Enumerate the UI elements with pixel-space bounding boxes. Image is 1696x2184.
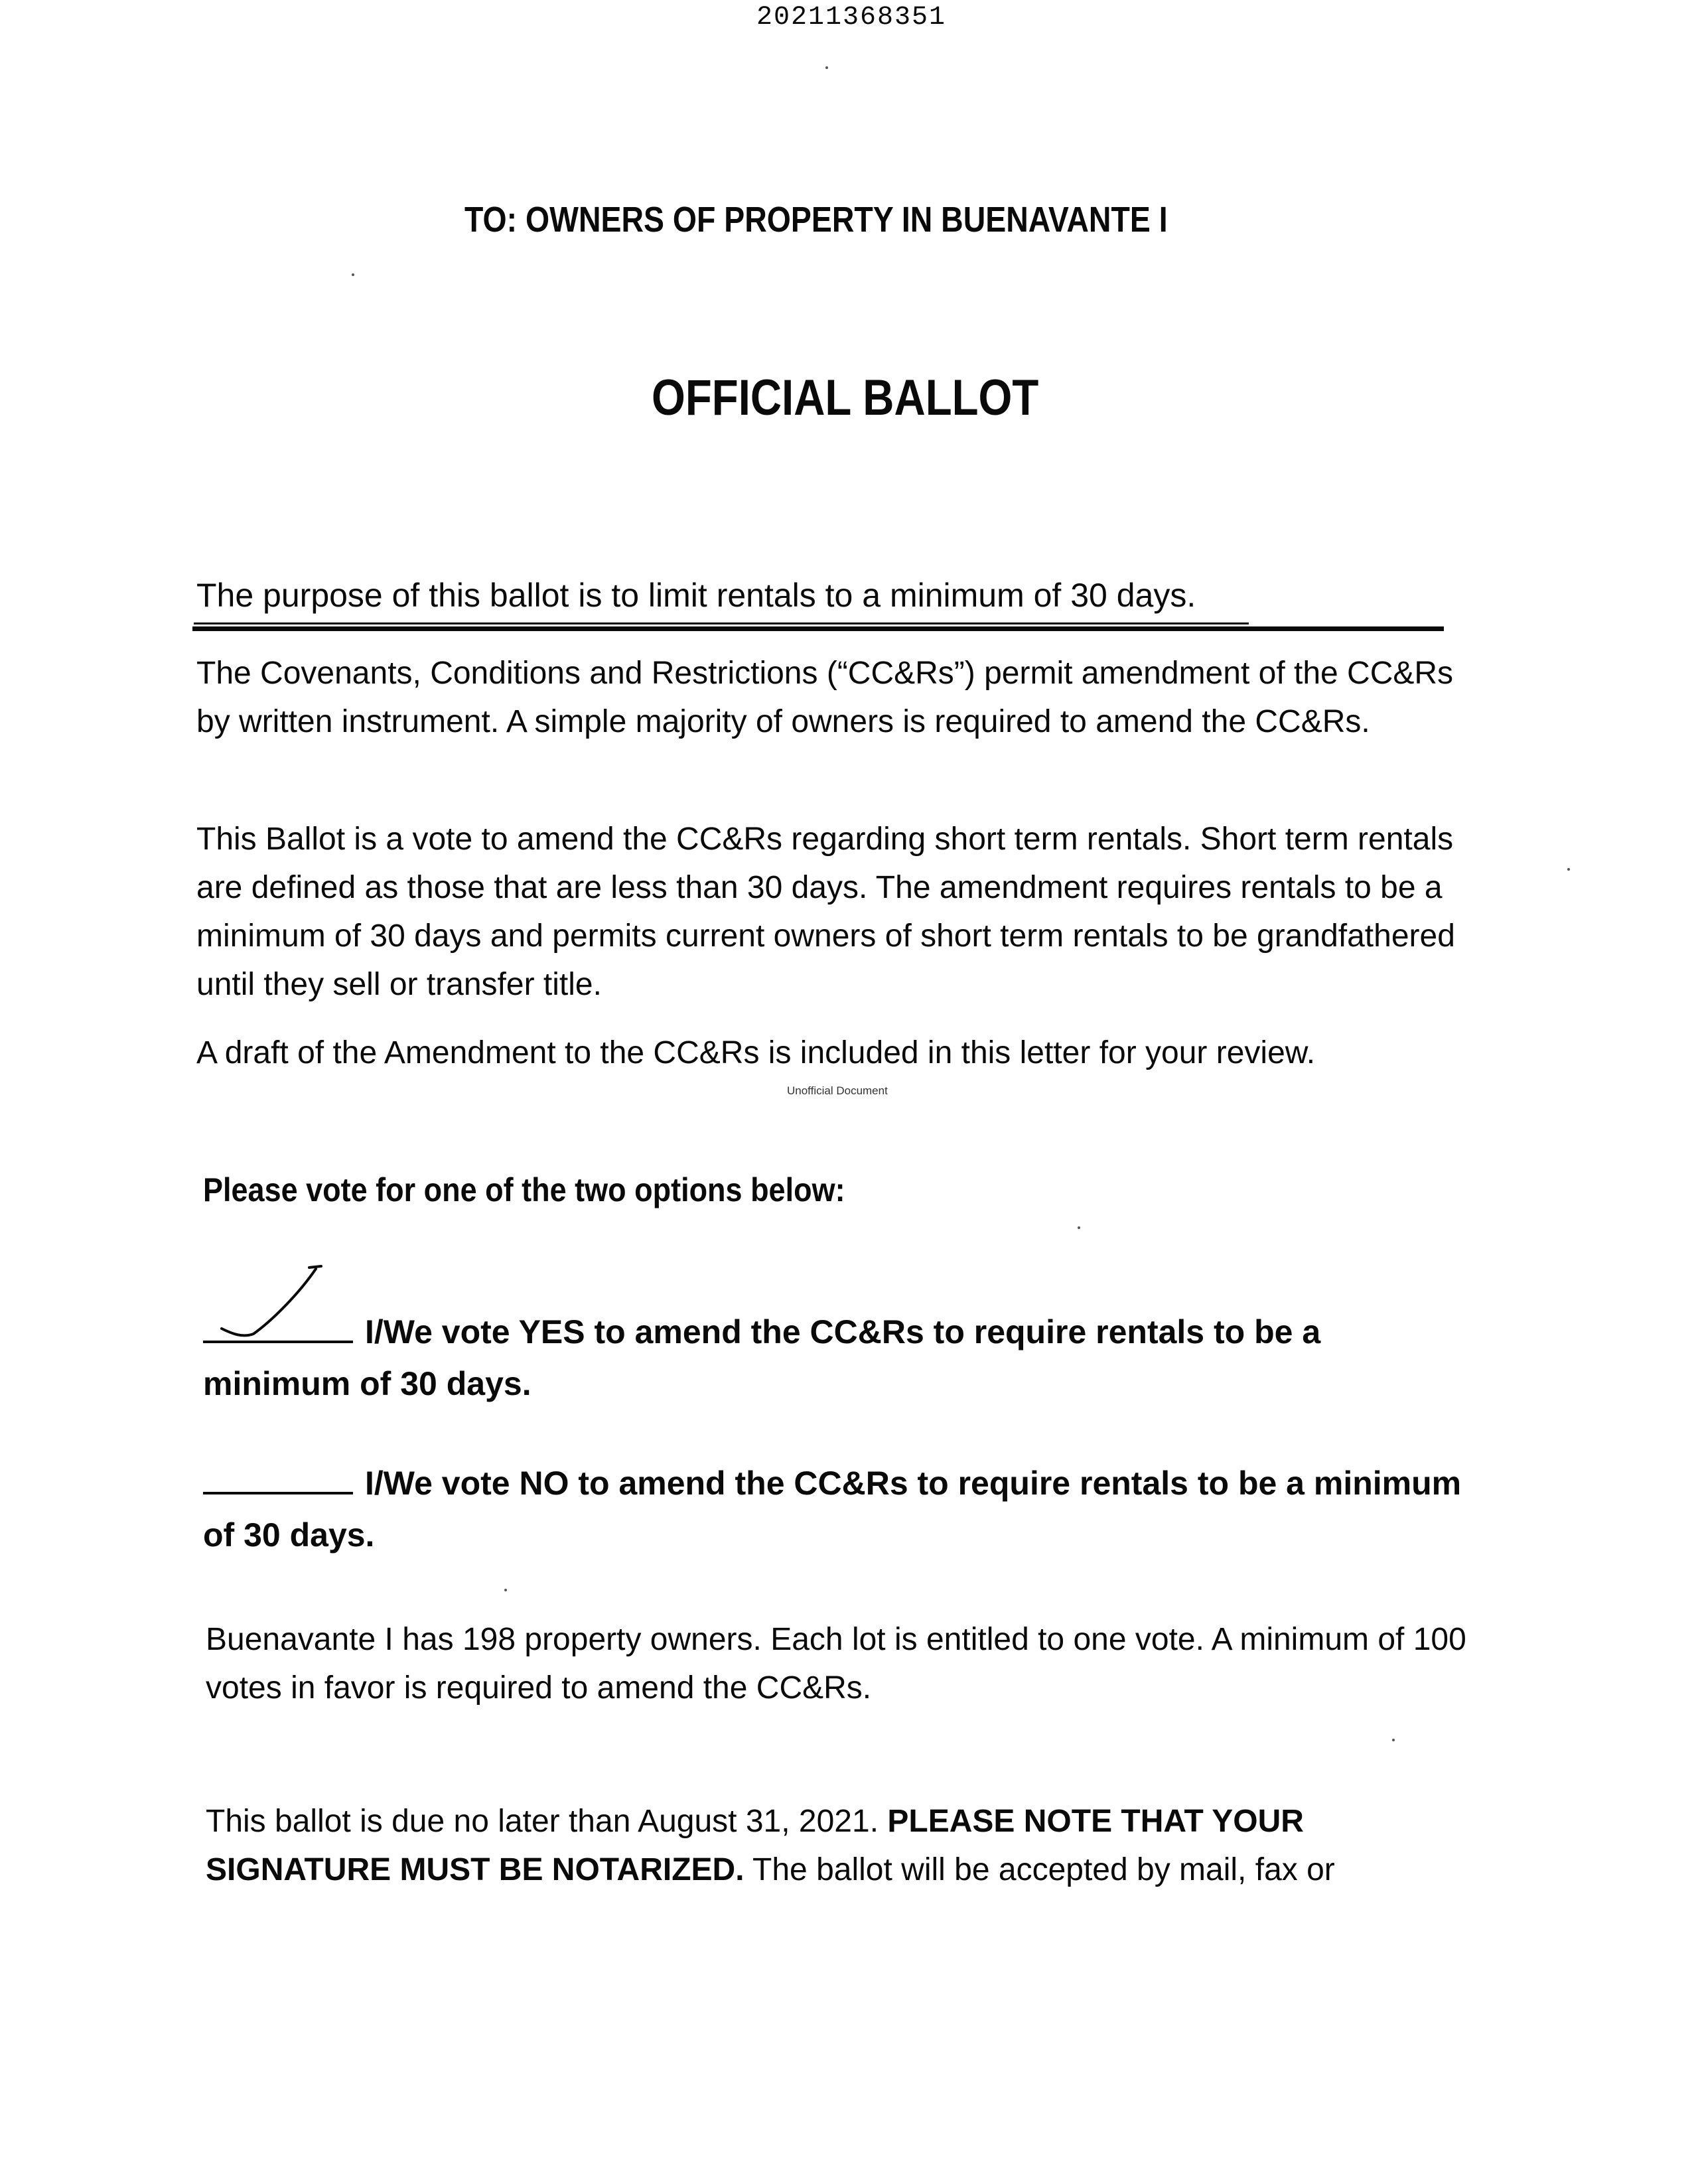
vote-yes-blank[interactable] [203, 1341, 353, 1343]
owners-paragraph [206, 1615, 1466, 1712]
scan-speck [352, 273, 354, 276]
draft-paragraph-text: A draft of the Amendment to the CC&Rs is included in this letter for your review. [196, 1035, 1316, 1070]
ccrs-paragraph [196, 649, 1457, 746]
vote-yes-label: I/We vote YES to amend the CC&Rs to require rentals to be a minimum of 30 days. [203, 1313, 1321, 1402]
section-rule [192, 626, 1444, 631]
vote-option-yes[interactable] [203, 1306, 1464, 1410]
due-date-tail: The ballot will be accepted by mail, fax or [744, 1852, 1335, 1887]
page-title: OFFICIAL BALLOT [652, 370, 1039, 426]
vote-no-blank[interactable] [203, 1492, 353, 1494]
vote-option-no[interactable] [203, 1457, 1464, 1561]
watermark-label: Unofficial Document [787, 1084, 888, 1097]
vote-no-label: I/We vote NO to amend the CC&Rs to require rentals to be a minimum of 30 days. [203, 1465, 1462, 1554]
scan-speck [504, 1589, 507, 1591]
draft-paragraph [196, 1029, 1457, 1077]
ccrs-paragraph-text: The Covenants, Conditions and Restrictions (“CC&Rs”) permit amendment of the CC&Rs by written instrument. A simple majority of owners is required to amend the CC&Rs. [196, 656, 1454, 739]
scan-speck [825, 66, 828, 69]
addressee-line: TO: OWNERS OF PROPERTY IN BUENAVANTE I [464, 200, 1168, 240]
owners-paragraph-text: Buenavante I has 198 property owners. Each lot is entitled to one vote. A minimum of 100 votes in favor is required to amend the CC&Rs. [206, 1622, 1466, 1706]
vote-instruction: Please vote for one of the two options below: [203, 1171, 845, 1208]
due-date-lead: This ballot is due no later than August 31, 2021. [206, 1804, 888, 1839]
scan-speck [1392, 1739, 1395, 1741]
scan-speck [1078, 1226, 1080, 1229]
due-date-paragraph [206, 1797, 1466, 1894]
ballot-vote-paragraph-text: This Ballot is a vote to amend the CC&Rs regarding short term rentals. Short term rentals are defined as those that are less than 30 days. The amendment requires rentals to be a minimum of 30 days and permits current owners of short term rentals to be grandfathered until they sell or transfer title. [196, 822, 1455, 1002]
ballot-vote-paragraph [196, 815, 1457, 1009]
scan-speck [1567, 868, 1570, 871]
notarize-notice: PLEASE NOTE THAT YOUR SIGNATURE MUST BE NOTARIZED. [206, 1804, 1304, 1887]
document-number: 20211368351 [756, 3, 947, 33]
purpose-underline [194, 622, 1249, 624]
purpose-statement: The purpose of this ballot is to limit rentals to a minimum of 30 days. [196, 577, 1196, 614]
